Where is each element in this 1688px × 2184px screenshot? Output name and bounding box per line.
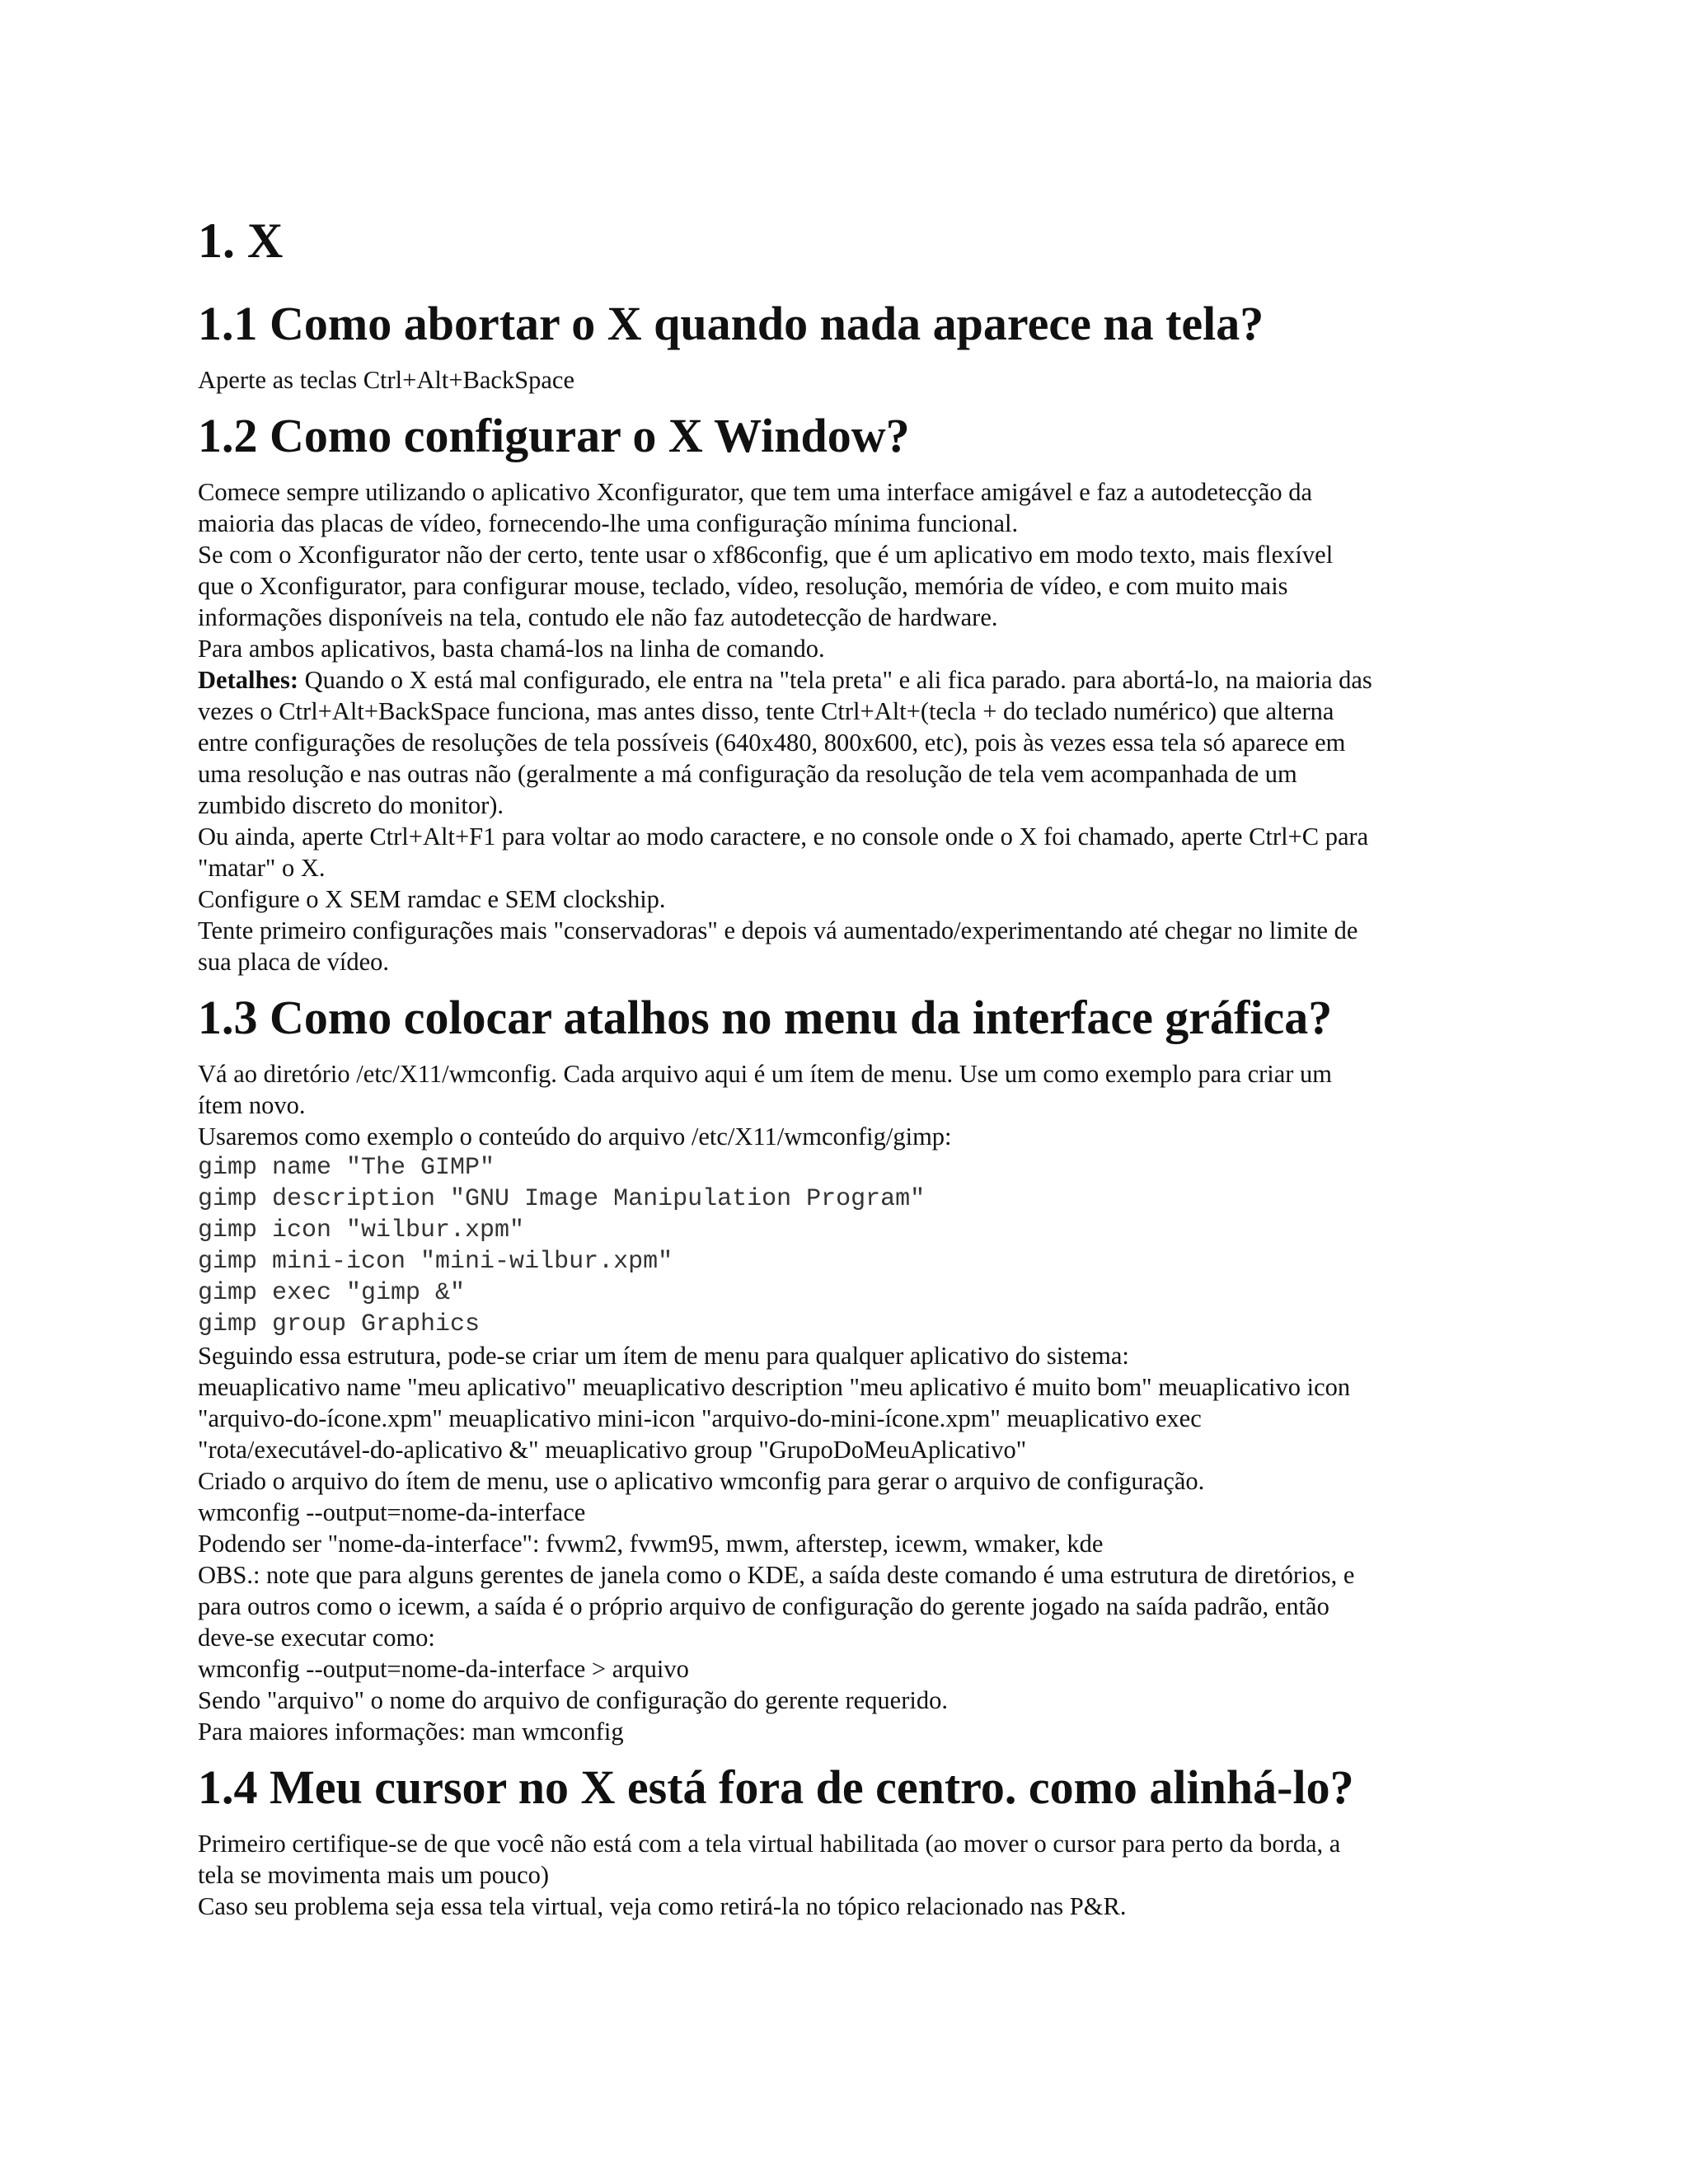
paragraph: Caso seu problema seja essa tela virtual, veja como retirá-la no tópico relacionado nas P&R. [198, 1892, 1127, 1920]
paragraph-line: Ou ainda, aperte Ctrl+Alt+F1 para voltar ao modo caractere, e no console onde o X foi chamado, aperte Ctrl+C para [198, 823, 1369, 851]
paragraph-line: "arquivo-do-ícone.xpm" meuaplicativo mini-icon "arquivo-do-mini-ícone.xpm" meuaplicativo exec [198, 1404, 1202, 1432]
paragraph-line: deve-se executar como: [198, 1624, 435, 1652]
paragraph: wmconfig --output=nome-da-interface [198, 1498, 586, 1526]
paragraph-line: meuaplicativo name "meu aplicativo" meuaplicativo description "meu aplicativo é muito bom" meuaplicativo icon [198, 1373, 1351, 1401]
section-1-3 [198, 991, 1508, 1747]
paragraph: Criado o arquivo do ítem de menu, use o aplicativo wmconfig para gerar o arquivo de configuração. [198, 1467, 1205, 1495]
code-line: gimp exec "gimp &" [198, 1279, 466, 1307]
paragraph: Para maiores informações: man wmconfig [198, 1718, 624, 1746]
paragraph: Podendo ser "nome-da-interface": fvwm2, fvwm95, mwm, afterstep, icewm, wmaker, kde [198, 1530, 1104, 1558]
document-page [198, 213, 1508, 1935]
paragraph: Seguindo essa estrutura, pode-se criar um ítem de menu para qualquer aplicativo do sistema: [198, 1342, 1129, 1370]
paragraph-line: "matar" o X. [198, 854, 326, 882]
section-heading: 1.1 Como abortar o X quando nada aparece na tela? [198, 297, 1264, 350]
details-paragraph [198, 664, 1508, 696]
section-1-4 [198, 1760, 1508, 1922]
section-heading: 1.4 Meu cursor no X está fora de centro. como alinhá-lo? [198, 1760, 1354, 1814]
paragraph: Para ambos aplicativos, basta chamá-los na linha de comando. [198, 635, 825, 663]
paragraph-line: vezes o Ctrl+Alt+BackSpace funciona, mas antes disso, tente Ctrl+Alt+(tecla + do teclado numérico) que alterna [198, 697, 1334, 725]
code-line: gimp group Graphics [198, 1310, 481, 1338]
details-label: Detalhes: [198, 666, 298, 694]
paragraph-line: para outros como o icewm, a saída é o próprio arquivo de configuração do gerente jogado na saída padrão, então [198, 1592, 1329, 1620]
paragraph-line: tela se movimenta mais um pouco) [198, 1861, 550, 1889]
section-1-1 [198, 297, 1508, 396]
code-block [198, 1152, 1508, 1340]
code-line: gimp name "The GIMP" [198, 1154, 495, 1182]
paragraph: Aperte as teclas Ctrl+Alt+BackSpace [198, 366, 575, 394]
paragraph-line: OBS.: note que para alguns gerentes de janela como o KDE, a saída deste comando é uma estrutura de diretórios, e [198, 1561, 1355, 1589]
code-line: gimp description "GNU Image Manipulation Program" [198, 1185, 926, 1213]
paragraph-line: uma resolução e nas outras não (geralmente a má configuração da resolução de tela vem acompanhada de um [198, 760, 1297, 788]
section-heading: 1.3 Como colocar atalhos no menu da interface gráfica? [198, 991, 1333, 1044]
paragraph-line: Tente primeiro configurações mais "conservadoras" e depois vá aumentado/experimentando até chegar no limite de [198, 916, 1358, 944]
paragraph-line: que o Xconfigurator, para configurar mouse, teclado, vídeo, resolução, memória de vídeo, e com muito mais [198, 572, 1288, 600]
paragraph-line: Vá ao diretório /etc/X11/wmconfig. Cada arquivo aqui é um ítem de menu. Use um como exemplo para criar um [198, 1060, 1333, 1088]
paragraph-line: Comece sempre utilizando o aplicativo Xconfigurator, que tem uma interface amigável e faz a autodetecção da [198, 478, 1313, 506]
paragraph-line: entre configurações de resoluções de tela possíveis (640x480, 800x600, etc), pois às vezes essa tela só aparece em [198, 729, 1346, 757]
paragraph-line: sua placa de vídeo. [198, 948, 390, 976]
paragraph: wmconfig --output=nome-da-interface > arquivo [198, 1655, 689, 1683]
code-line: gimp icon "wilbur.xpm" [198, 1216, 525, 1244]
paragraph-line: Primeiro certifique-se de que você não está com a tela virtual habilitada (ao mover o cursor para perto da borda, a [198, 1830, 1341, 1858]
paragraph-line: "rota/executável-do-aplicativo &" meuaplicativo group "GrupoDoMeuAplicativo" [198, 1436, 1027, 1464]
paragraph-line: maioria das placas de vídeo, fornecendo-lhe uma configuração mínima funcional. [198, 509, 1019, 537]
paragraph-line: ítem novo. [198, 1091, 306, 1119]
paragraph-line: Se com o Xconfigurator não der certo, tente usar o xf86config, que é um aplicativo em modo texto, mais flexível [198, 541, 1334, 569]
paragraph-line: zumbido discreto do monitor). [198, 791, 504, 819]
paragraph: Configure o X SEM ramdac e SEM clockship. [198, 885, 666, 913]
chapter-title: 1. X [198, 213, 284, 268]
section-1-2 [198, 409, 1508, 977]
paragraph: Usaremos como exemplo o conteúdo do arquivo /etc/X11/wmconfig/gimp: [198, 1122, 952, 1151]
paragraph: Sendo "arquivo" o nome do arquivo de configuração do gerente requerido. [198, 1686, 948, 1714]
code-line: gimp mini-icon "mini-wilbur.xpm" [198, 1248, 673, 1276]
details-text: Quando o X está mal configurado, ele entra na "tela preta" e ali fica parado. para abortá-lo, na maioria das [298, 666, 1372, 694]
section-heading: 1.2 Como configurar o X Window? [198, 409, 910, 462]
paragraph-line: informações disponíveis na tela, contudo ele não faz autodetecção de hardware. [198, 603, 998, 631]
